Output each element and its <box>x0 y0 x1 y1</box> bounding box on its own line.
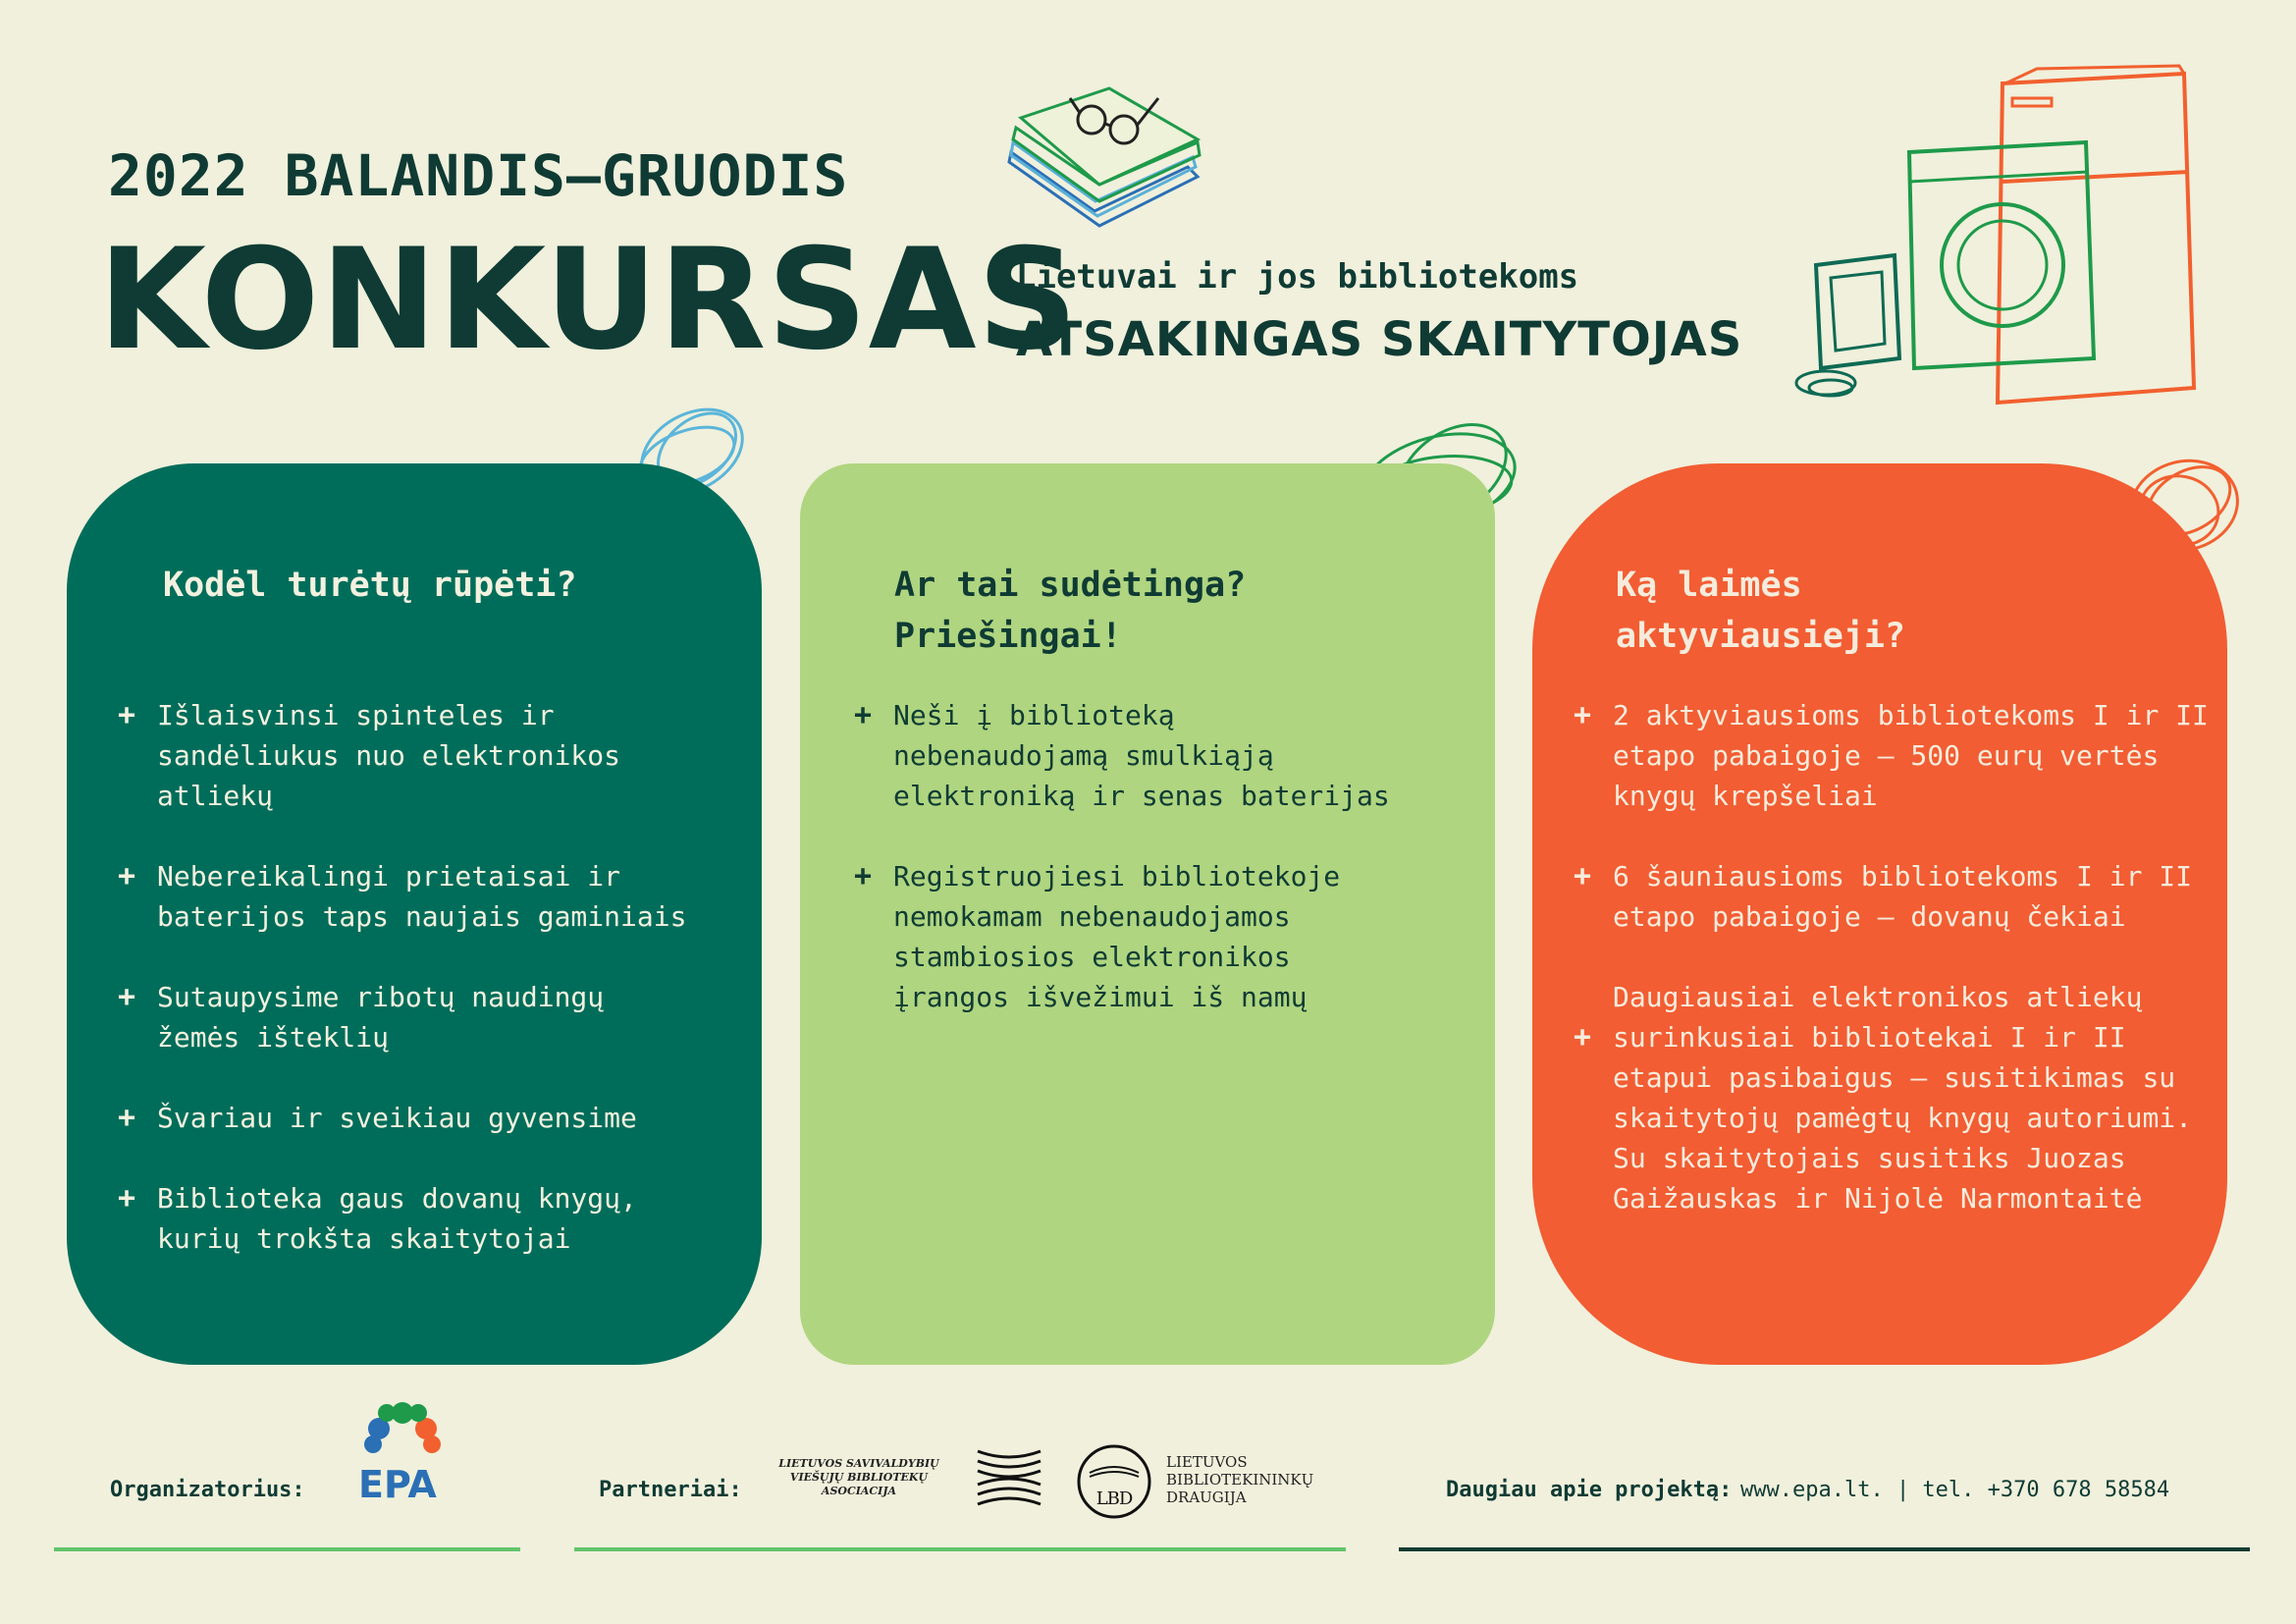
list-item: + Sutaupysime ribotų naudingų žemės išteklių <box>118 980 605 1054</box>
date-line: 2022 BALANDIS–GRUODIS <box>108 142 849 209</box>
list-item: + 2 aktyviausioms bibliotekoms I ir II etapo pabaigoje – 500 eurų vertės knygų krepšeliai <box>1574 698 2209 812</box>
list-item: + Nebereikalingi prietaisai ir baterijos taps naujais gaminiais <box>118 859 687 933</box>
item-text: Registruojiesi bibliotekoje nemokamam nebenaudojamos stambiosios elektronikos įrangos išvežimui iš namų <box>893 860 1341 1013</box>
item-text: Sutaupysime ribotų naudingų žemės išteklių <box>157 981 605 1054</box>
card-is-it-hard <box>800 463 1495 1365</box>
subtitle-large: ATSAKINGAS SKAITYTOJAS <box>1016 312 1743 367</box>
footer-divider-left <box>54 1547 520 1551</box>
item-text: Biblioteka gaus dovanų knygų, kurių trokšta skaitytojai <box>157 1182 637 1255</box>
list-item: + Registruojiesi bibliotekoje nemokamam nebenaudojamos stambiosios elektronikos įrangos išvežimui iš namų <box>854 859 1341 1013</box>
item-text: 2 aktyviausioms bibliotekoms I ir II etapo pabaigoje – 500 eurų vertės knygų krepšeliai <box>1613 699 2209 812</box>
list-item: + Neši į biblioteką nebenaudojamą smulkiąją elektroniką ir senas baterijas <box>854 698 1390 812</box>
footer-divider-right <box>1399 1547 2250 1551</box>
book-pages-logo-icon <box>974 1443 1044 1512</box>
item-text: Daugiausiai elektronikos atliekų surinkusiai bibliotekai I ir II etapui pasibaigus – susitikimas su skaitytojų pamėgtų knygų autoriumi. Su skaitytojais susitiks Juozas Gaižauskas ir Nijolė Narmontaitė <box>1613 981 2193 1215</box>
list-item: + Švariau ir sveikiau gyvensime <box>118 1101 637 1135</box>
lbd-monogram: LBD <box>1095 1489 1133 1509</box>
item-text: Švariau ir sveikiau gyvensime <box>157 1102 637 1134</box>
more-info-label: Daugiau apie projektą: <box>1446 1478 1733 1502</box>
list-item: + Išlaisvinsi spinteles ir sandėliukus nuo elektronikos atliekų <box>118 698 621 812</box>
books-icon <box>1001 69 1217 236</box>
subtitle-small: Lietuvai ir jos bibliotekoms <box>1016 257 1579 297</box>
partner-lbd-logo: LIETUVOS BIBLIOTEKININKŲ DRAUGIJA <box>1166 1453 1314 1506</box>
page-title: KONKURSAS <box>98 219 1079 381</box>
appliances-icon <box>1782 64 2214 427</box>
partners-label: Partneriai: <box>599 1478 742 1502</box>
item-text: Išlaisvinsi spinteles ir sandėliukus nuo elektronikos atliekų <box>157 699 621 812</box>
list-item: + Daugiausiai elektronikos atliekų surinkusiai bibliotekai I ir II etapui pasibaigus – susitikimas su skaitytojų pamėgtų knygų autoriumi. Su skaitytojais susitiks Juozas Gaižauskas ir Nijolė Narmontaitė <box>1574 981 2193 1215</box>
card-title: Kodėl turėtų rūpėti? <box>163 566 577 605</box>
contact-info: www.epa.lt. | tel. +370 678 58584 <box>1740 1478 2170 1502</box>
list-item: + Biblioteka gaus dovanų knygų, kurių trokšta skaitytojai <box>118 1181 637 1255</box>
item-text: Nebereikalingi prietaisai ir baterijos taps naujais gaminiais <box>157 860 687 933</box>
item-text: Neši į biblioteką nebenaudojamą smulkiąją elektroniką ir senas baterijas <box>893 699 1390 812</box>
epa-logo-icon <box>353 1399 452 1468</box>
card-why-care <box>67 463 762 1365</box>
list-item: + 6 šauniausioms bibliotekoms I ir II etapo pabaigoje – dovanų čekiai <box>1574 859 2193 933</box>
partner-lsvba-logo: LIETUVOS SAVIVALDYBIŲ VIEŠŲJŲ BIBLIOTEKŲ ASOCIACIJA <box>778 1457 939 1497</box>
footer-divider-middle <box>574 1547 1346 1551</box>
epa-logo-text: EPA <box>358 1463 437 1506</box>
item-text: 6 šauniausioms bibliotekoms I ir II etapo pabaigoje – dovanų čekiai <box>1613 860 2193 933</box>
organizer-label: Organizatorius: <box>110 1478 305 1502</box>
card-what-they-win <box>1532 463 2227 1365</box>
card-title: Ar tai sudėtinga? Priešingai! <box>894 566 1247 656</box>
card-title: Ką laimės aktyviausieji? <box>1616 566 1906 656</box>
